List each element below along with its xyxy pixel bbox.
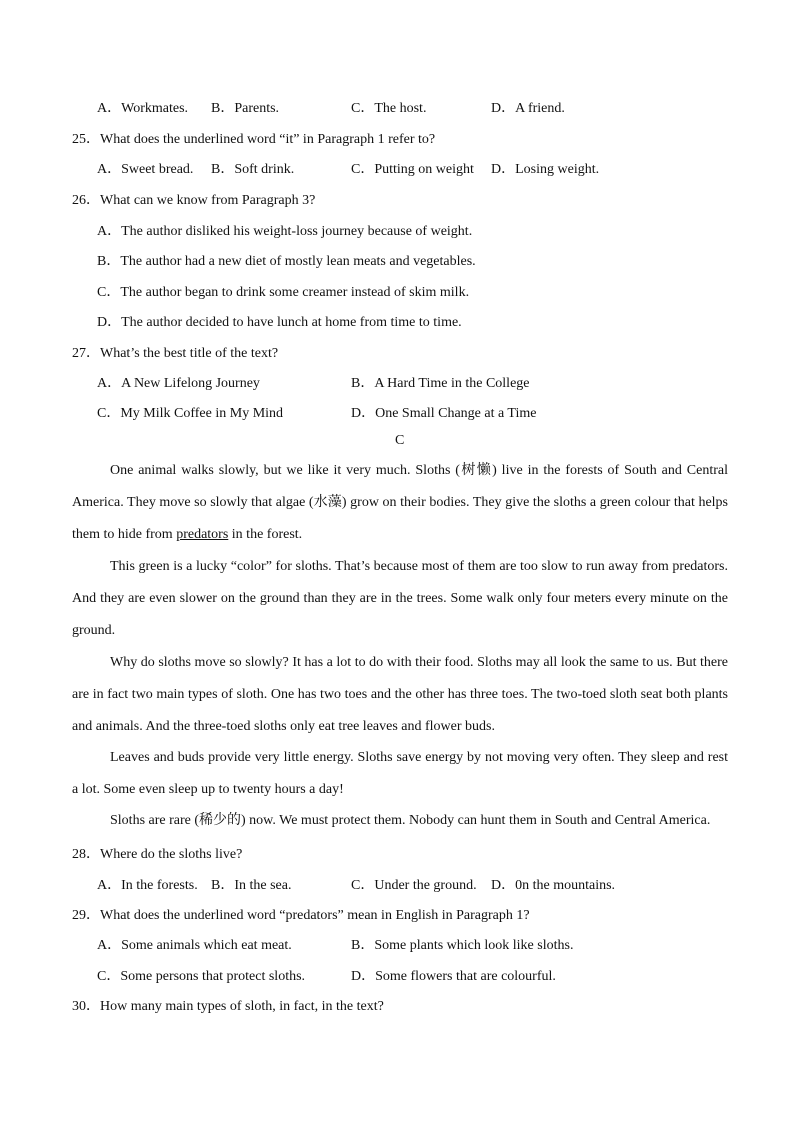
- q25-option-b: B．Soft drink.: [211, 162, 295, 177]
- q24-option-b: B．Parents.: [211, 101, 280, 116]
- q26-option-c: C．The author began to drink some creamer instead of skim milk.: [97, 285, 470, 300]
- passage-paragraph-1: [72, 455, 728, 551]
- q26-option-b: B．The author had a new diet of mostly lean meats and vegetables.: [97, 254, 476, 269]
- q24-option-c: C．The host.: [351, 101, 427, 116]
- p1-text-start: One animal walks slowly, but we like it very much. Sloths (树懒) live in the forests of South and Central America. They move so slowly that algae (水藻) grow on their bodies. They give the sloths a green colour that helps them to hide from: [72, 463, 728, 542]
- q28-option-d: D．0n the mountains.: [491, 878, 616, 893]
- q29-option-d: D．Some flowers that are colourful.: [351, 969, 556, 984]
- passage-letter: C: [395, 433, 405, 448]
- q24-option-a: A．Workmates.: [97, 101, 189, 116]
- q25-option-a: A．Sweet bread.: [97, 162, 194, 177]
- p1-text-end: in the forest.: [228, 527, 303, 542]
- q27-option-d: D．One Small Change at a Time: [351, 406, 537, 421]
- passage-paragraph-5: Sloths are rare (稀少的) now. We must protect them. Nobody can hunt them in South and Central America.: [110, 813, 711, 828]
- q29-option-b: B．Some plants which look like sloths.: [351, 938, 574, 953]
- q27-question: 27．What’s the best title of the text?: [72, 346, 279, 361]
- q27-option-a: A．A New Lifelong Journey: [97, 376, 260, 391]
- q25-question: 25．What does the underlined word “it” in Paragraph 1 refer to?: [72, 132, 436, 147]
- q28-options: [97, 874, 615, 894]
- q29-option-c: C．Some persons that protect sloths.: [97, 969, 306, 984]
- q29-option-a: A．Some animals which eat meat.: [97, 938, 292, 953]
- passage-paragraph-4: Leaves and buds provide very little energy. Sloths save energy by not moving very often. They sleep and rest a lot. Some even sleep up to twenty hours a day!: [72, 750, 728, 797]
- q25-option-c: C．Putting on weight: [351, 162, 474, 177]
- q25-options: [97, 158, 599, 178]
- q30-question: 30．How many main types of sloth, in fact, in the text?: [72, 999, 384, 1014]
- passage-paragraph-3: Why do sloths move so slowly? It has a lot to do with their food. Sloths may all look the same to us. But there are in fact two main types of sloth. One has two toes and the other has three toes. The two-toed sloth seat both plants and animals. And the three-toed sloths only eat tree leaves and flower buds.: [72, 655, 728, 734]
- q26-option-a: A．The author disliked his weight-loss journey because of weight.: [97, 224, 473, 239]
- q26-option-d: D．The author decided to have lunch at home from time to time.: [97, 315, 462, 330]
- predators-underlined-word: predators: [176, 527, 229, 542]
- q25-option-d: D．Losing weight.: [491, 162, 600, 177]
- q27-option-b: B．A Hard Time in the College: [351, 376, 530, 391]
- q26-question: 26．What can we know from Paragraph 3?: [72, 193, 316, 208]
- q28-option-b: B．In the sea.: [211, 878, 292, 893]
- q28-option-a: A．In the forests.: [97, 878, 198, 893]
- q28-option-c: C．Under the ground.: [351, 878, 477, 893]
- passage-paragraph-2: This green is a lucky “color” for sloths. That’s because most of them are too slow to run away from predators. And they are even slower on the ground than they are in the trees. Some walk only four meters every minute on the ground.: [72, 559, 728, 638]
- q29-question: 29．What does the underlined word “predators” mean in English in Paragraph 1?: [72, 908, 530, 923]
- q27-option-c: C．My Milk Coffee in My Mind: [97, 406, 284, 421]
- q24-option-d: D．A friend.: [491, 101, 565, 116]
- q24-options: [97, 97, 565, 117]
- q28-question: 28．Where do the sloths live?: [72, 847, 243, 862]
